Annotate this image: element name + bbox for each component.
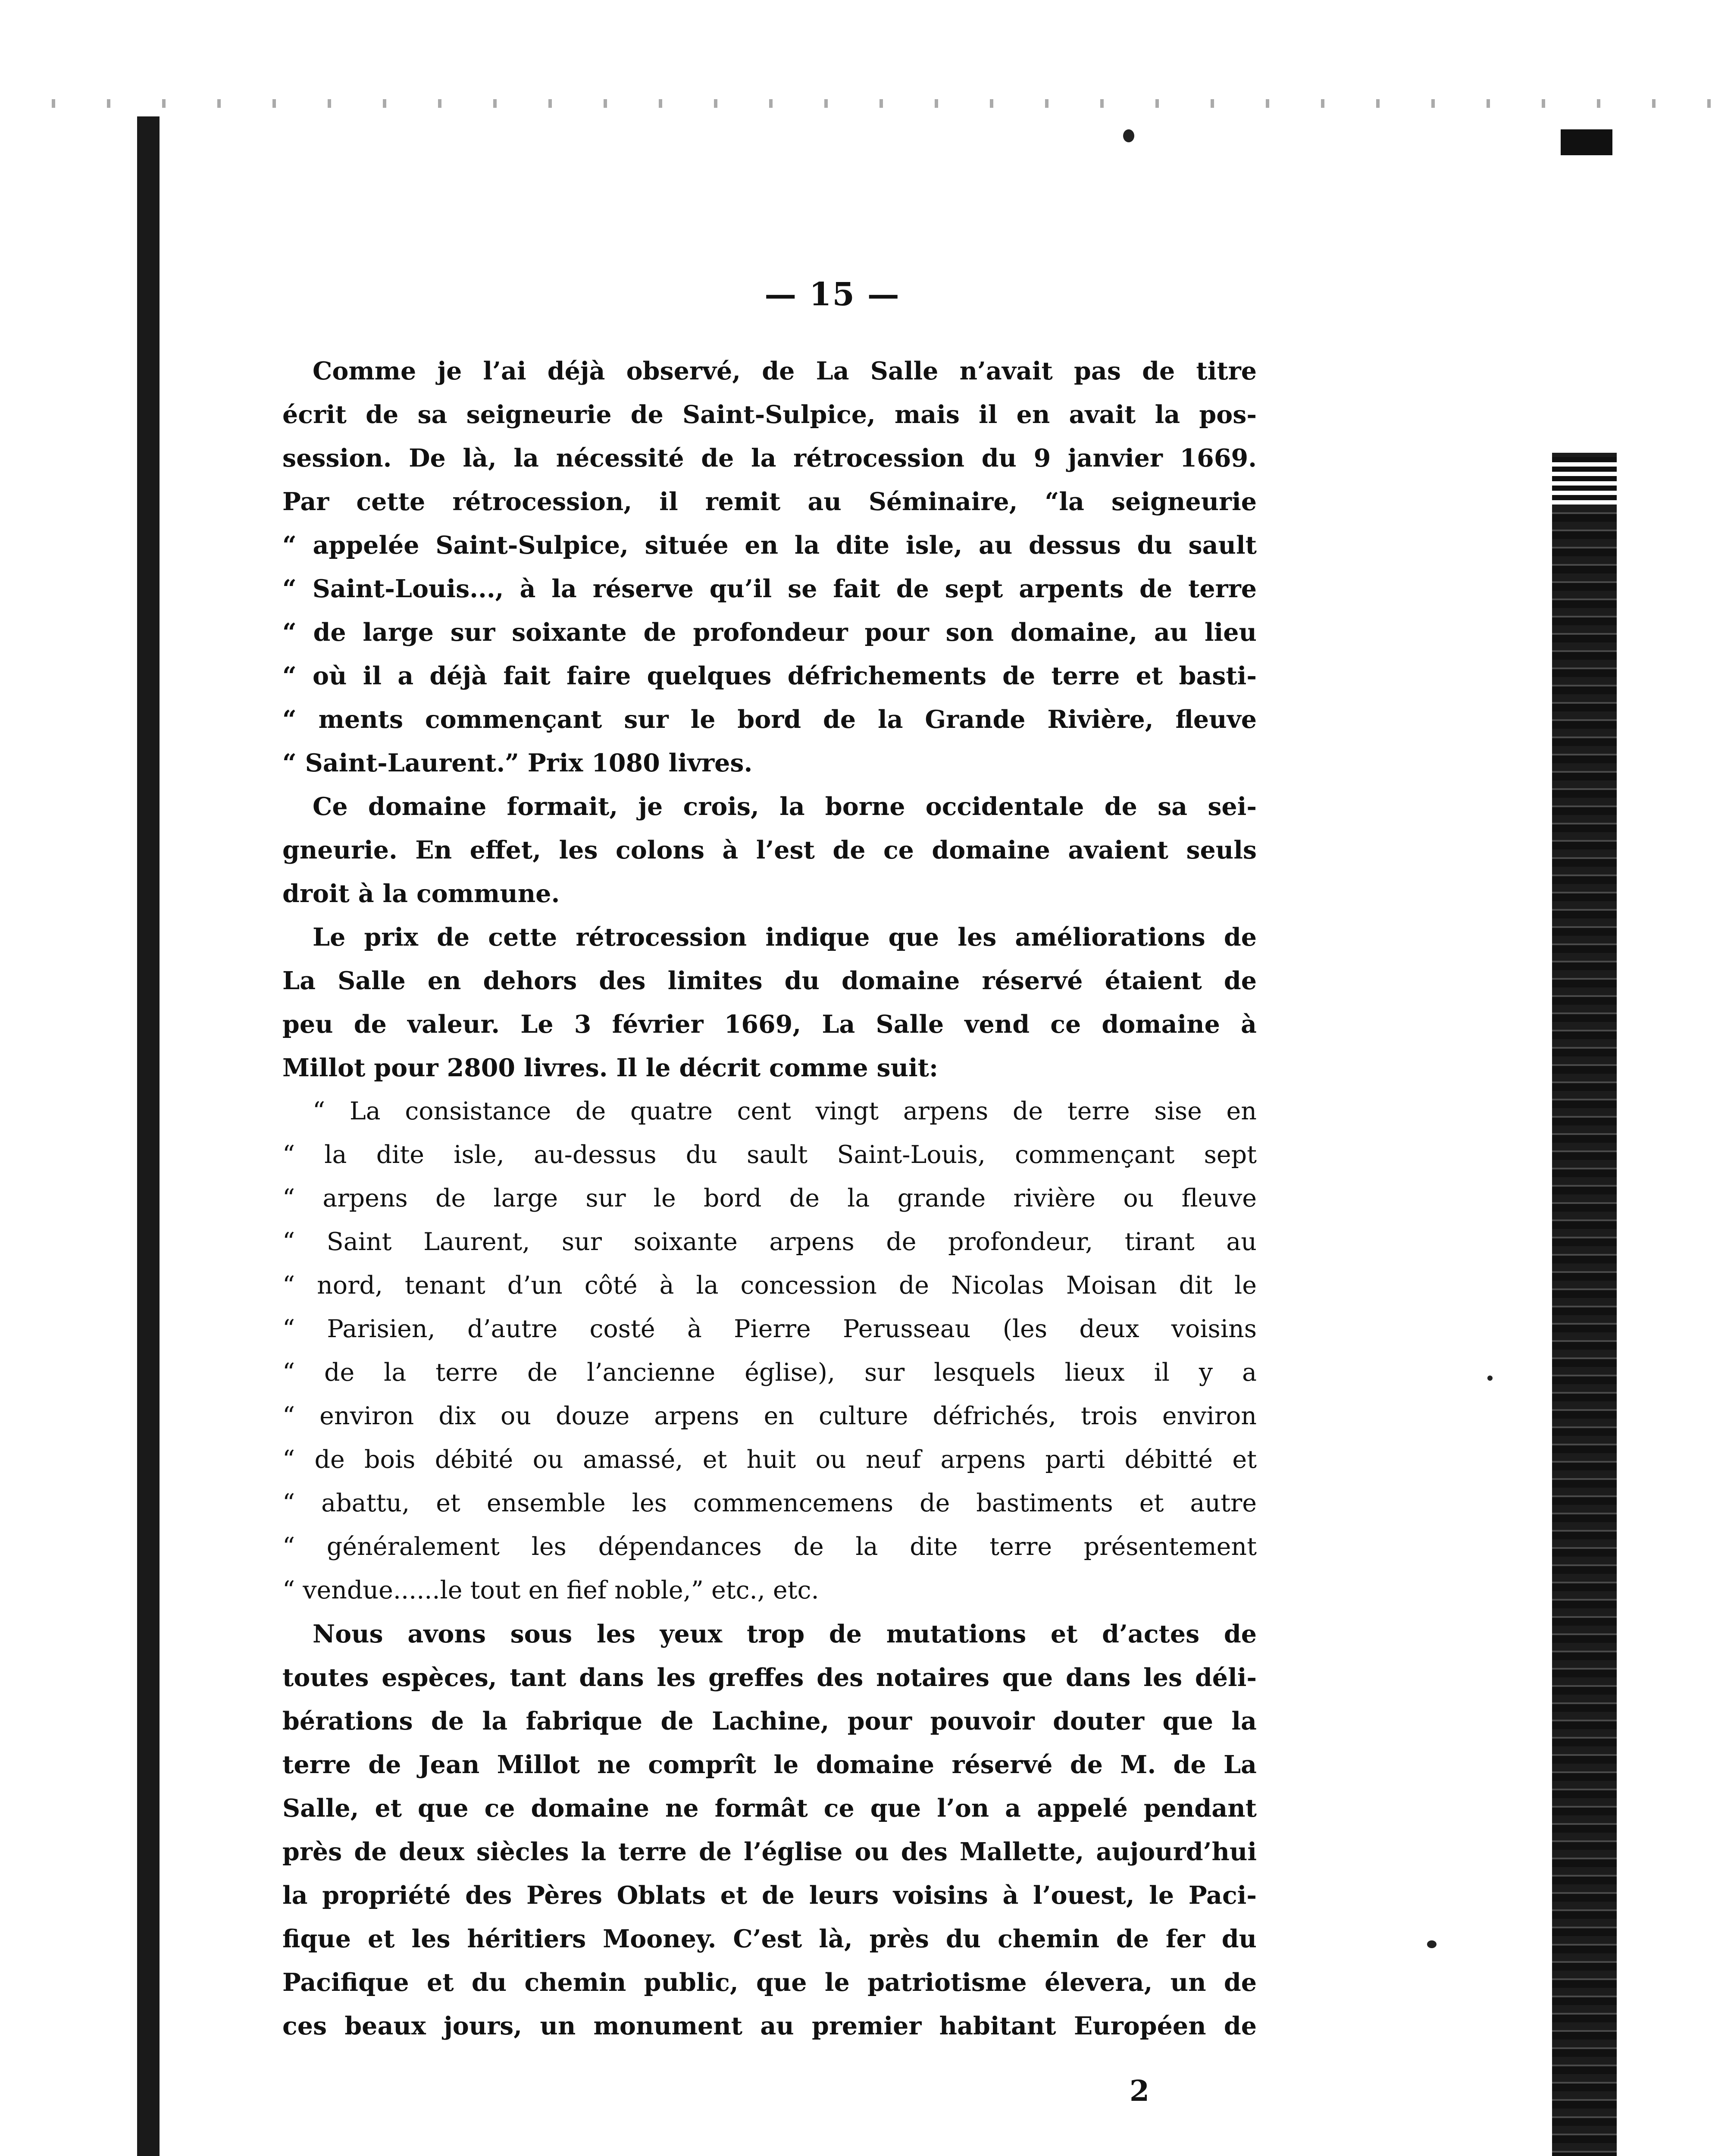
binding-edge [137,116,160,2156]
text-line: Salle, et que ce domaine ne formât ce que l’on a appelé pendant [282,1794,1257,1823]
text-line: “ généralement les dépendances de la dite terre présentement [282,1532,1257,1561]
text-line: “ nord, tenant d’un côté à la concession de Nicolas Moisan dit le [282,1271,1257,1300]
text-line: “ la dite isle, au-dessus du sault Saint-Louis, commençant sept [282,1141,1257,1169]
text-line: “ environ dix ou douze arpens en culture défrichés, trois environ [282,1402,1257,1430]
text-line: terre de Jean Millot ne comprît le domaine réservé de M. de La [282,1750,1257,1779]
text-line: Le prix de cette rétrocession indique que les améliorations de [313,923,1257,952]
text-line: près de deux siècles la terre de l’église ou des Mallette, aujourd’hui [282,1837,1257,1866]
signature-mark: 2 [1130,2074,1149,2108]
scan-dot [1427,1940,1437,1948]
scan-speckle [0,99,1712,108]
text-line: “ vendue......le tout en fief noble,” etc., etc. [282,1576,819,1604]
body-text [282,349,1257,2048]
text-line: “ La consistance de quatre cent vingt arpens de terre sise en [313,1097,1257,1125]
text-line: “ Saint-Laurent.” Prix 1080 livres. [282,749,753,777]
page-edge-shadow [1552,453,1617,2156]
scan-corner-mark [1561,129,1612,155]
text-line: La Salle en dehors des limites du domaine réservé étaient de [282,966,1257,995]
text-line: Comme je l’ai déjà observé, de La Salle n’avait pas de titre [313,357,1257,385]
scan-dot [1487,1376,1493,1381]
text-line: “ appelée Saint-Sulpice, située en la dite isle, au dessus du sault [282,531,1257,560]
text-line: “ où il a déjà fait faire quelques défrichements de terre et basti- [282,661,1257,690]
text-line: “ Saint Laurent, sur soixante arpens de profondeur, tirant au [282,1228,1257,1256]
text-line: “ arpens de large sur le bord de la grande rivière ou fleuve [282,1184,1257,1213]
text-line: Pacifique et du chemin public, que le patriotisme élevera, un de [282,1968,1257,1997]
text-line: “ Saint-Louis..., à la réserve qu’il se fait de sept arpents de terre [282,574,1257,603]
text-line: écrit de sa seigneurie de Saint-Sulpice, mais il en avait la pos- [282,400,1257,429]
text-line: Millot pour 2800 livres. Il le décrit comme suit: [282,1053,939,1082]
text-line: Nous avons sous les yeux trop de mutations et d’actes de [313,1620,1257,1648]
text-line: peu de valeur. Le 3 février 1669, La Salle vend ce domaine à [282,1010,1257,1039]
text-line: “ de large sur soixante de profondeur pour son domaine, au lieu [282,618,1257,647]
text-line: “ de bois débité ou amassé, et huit ou neuf arpens parti débitté et [282,1445,1257,1474]
scan-dot [1123,129,1134,142]
running-header [0,276,1712,313]
text-line: “ ments commençant sur le bord de la Grande Rivière, fleuve [282,705,1257,734]
text-line: Par cette rétrocession, il remit au Séminaire, “la seigneurie [282,487,1257,516]
text-line: “ Parisien, d’autre costé à Pierre Perusseau (les deux voisins [282,1315,1257,1343]
text-line: fique et les héritiers Mooney. C’est là, près du chemin de fer du [282,1924,1257,1953]
text-line: “ de la terre de l’ancienne église), sur lesquels lieux il y a [282,1358,1257,1387]
text-line: toutes espèces, tant dans les greffes des notaires que dans les déli- [282,1663,1257,1692]
page-edge-stripes [1552,457,1617,505]
text-line: gneurie. En effet, les colons à l’est de ce domaine avaient seuls [282,836,1257,865]
text-line: bérations de la fabrique de Lachine, pour pouvoir douter que la [282,1707,1257,1736]
text-line: Ce domaine formait, je crois, la borne occidentale de sa sei- [313,792,1257,821]
text-line: droit à la commune. [282,879,560,908]
text-line: “ abattu, et ensemble les commencemens de bastiments et autre [282,1489,1257,1517]
text-line: la propriété des Pères Oblats et de leurs voisins à l’ouest, le Paci- [282,1881,1257,1910]
page-number: — 15 — [764,276,900,313]
text-line: ces beaux jours, un monument au premier habitant Européen de [282,2012,1257,2040]
text-line: session. De là, la nécessité de la rétrocession du 9 janvier 1669. [282,444,1257,473]
